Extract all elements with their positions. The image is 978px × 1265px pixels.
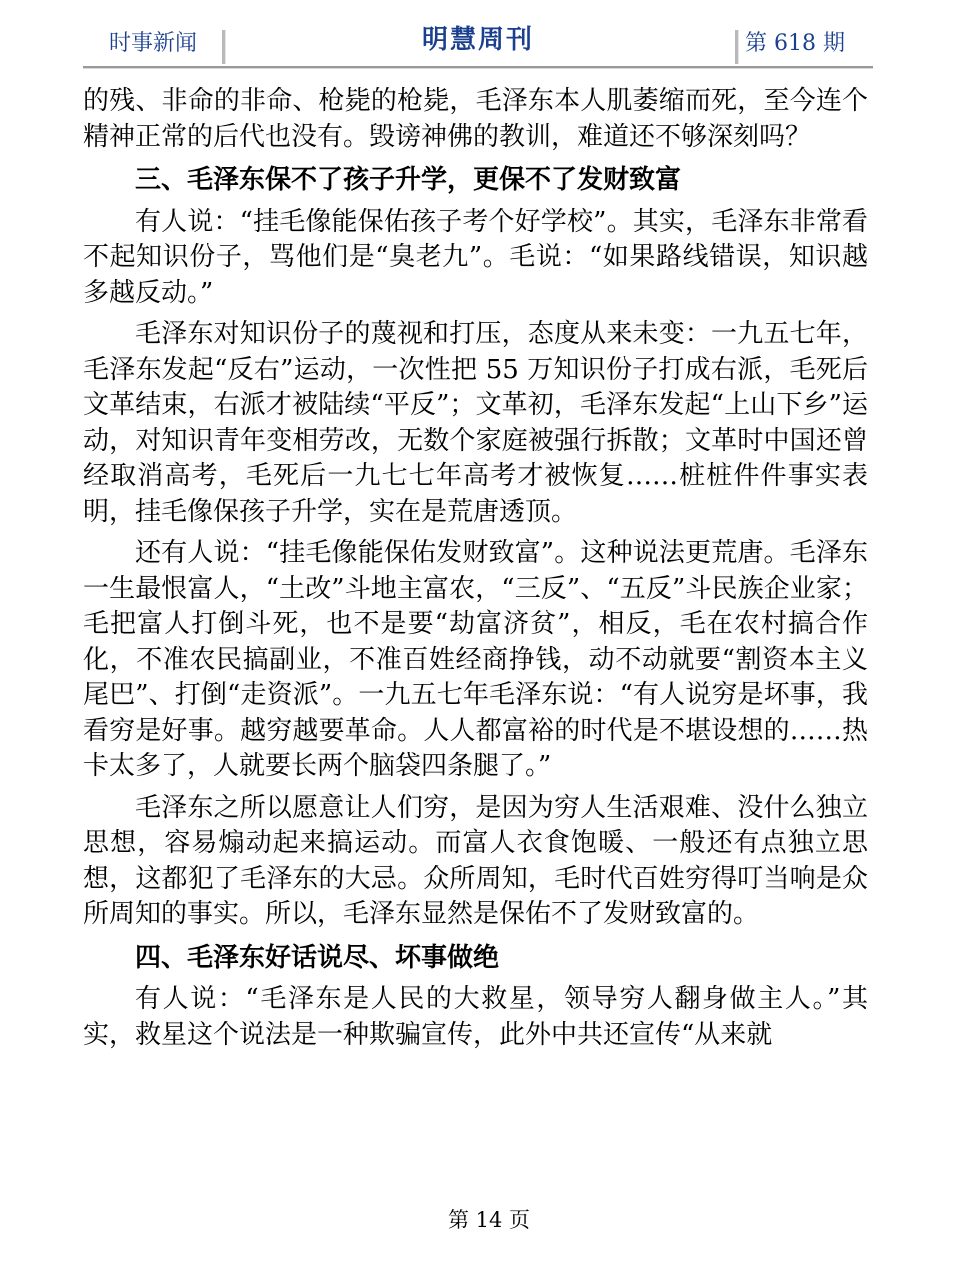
paragraph: 毛泽东对知识份子的蔑视和打压，态度从来未变：一九五七年，毛泽东发起“反右”运动，一次性把 55 万知识份子打成右派，毛死后文革结束，右派才被陆续“平反”；文革初，毛泽东发起“上山下乡”运动，对知识青年变相劳改，无数个家庭被强行拆散；文革时中国还曾经取消高考，毛死后一九七七年高考才被恢复……桩桩件件事实表明，挂毛像保孩子升学，实在是荒唐透顶。 <box>83 319 868 527</box>
paragraph: 有人说：“挂毛像能保佑孩子考个好学校”。其实，毛泽东非常看不起知识份子，骂他们是“臭老九”。毛说：“如果路线错误，知识越多越反动。” <box>83 206 868 308</box>
header-rule <box>83 66 873 69</box>
paragraph-continued: 的残、非命的非命、枪毙的枪毙，毛泽东本人肌萎缩而死，至今连个精神正常的后代也没有。毁谤神佛的教训，难道还不够深刻吗？ <box>83 86 868 152</box>
header-section-label: 时事新闻 <box>109 31 198 56</box>
page-header <box>83 20 873 68</box>
section-heading-4: 四、毛泽东好话说尽、坏事做绝 <box>135 942 500 973</box>
publication-title: 明慧周刊 <box>421 25 534 55</box>
page-number: 第 14 页 <box>447 1208 531 1232</box>
header-divider-right <box>735 30 739 64</box>
paragraph: 还有人说：“挂毛像能保佑发财致富”。这种说法更荒唐。毛泽东一生最恨富人，“土改”斗地主富农，“三反”、“五反”斗民族企业家；毛把富人打倒斗死，也不是要“劫富济贫”，相反，毛在农村搞合作化，不准农民搞副业，不准百姓经商挣钱，动不动就要“割资本主义尾巴”、打倒“走资派”。一九五七年毛泽东说：“有人说穷是坏事，我看穷是好事。越穷越要革命。人人都富裕的时代是不堪设想的……热卡太多了，人就要长两个脑袋四条腿了。” <box>83 538 868 781</box>
issue-number: 第 618 期 <box>745 31 845 56</box>
paragraph: 有人说：“毛泽东是人民的大救星，领导穷人翻身做主人。”其实，救星这个说法是一种欺骗宣传，此外中共还宣传“从来就 <box>83 984 868 1050</box>
section-heading-3: 三、毛泽东保不了孩子升学，更保不了发财致富 <box>135 165 682 195</box>
paragraph: 毛泽东之所以愿意让人们穷，是因为穷人生活艰难、没什么独立思想，容易煽动起来搞运动。而富人衣食饱暖、一般还有点独立思想，这都犯了毛泽东的大忌。众所周知，毛时代百姓穷得叮当响是众所周知的事实。所以，毛泽东显然是保佑不了发财致富的。 <box>83 792 868 929</box>
article-body <box>83 84 868 1053</box>
